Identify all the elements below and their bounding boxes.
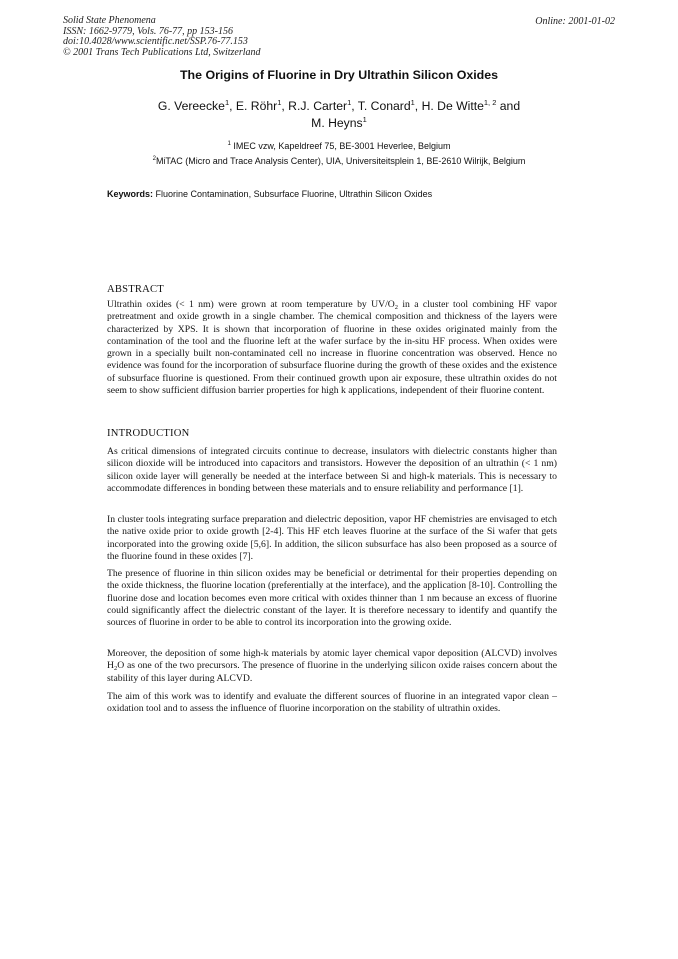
intro-paragraph-2: In cluster tools integrating surface preparation and dielectric deposition, vapor HF chemistries are envisaged to etch the native oxide prior to oxide growth [2-4]. This HF etch leaves fluorine at the surface of the Si wafer that gets incorporated into the growing oxide [5,6]. In addition, the silicon subsurface has also been proposed as a source of the fluorine found in these oxides [7]. <box>107 514 557 562</box>
author-affil-mark: 1 <box>362 115 367 124</box>
copyright-line: © 2001 Trans Tech Publications Ltd, Switzerland <box>63 46 261 58</box>
author-affil-mark: 1 <box>277 98 282 107</box>
author-list <box>110 98 568 132</box>
intro-paragraph-1: As critical dimensions of integrated circuits continue to decrease, insulators with dielectric constants higher than silicon dioxide will be introduced into capacitors and transistors. However the deposition of an ultrathin (< 1 nm) silicon oxide layer will generally be needed at the interface between Si and high-k materials. This is necessary to accommodate differences in bonding between these materials and to ensure reliability and performance [1]. <box>107 446 557 494</box>
affiliation-mark: 1 <box>227 141 231 147</box>
intro-paragraph-5: The aim of this work was to identify and evaluate the different sources of fluorine in an integrated vapor clean – oxidation tool and to assess the influence of fluorine incorporation on the stability of ultrathin oxides. <box>107 691 557 715</box>
author-name: G. Vereecke <box>157 99 225 113</box>
publication-info <box>63 16 261 58</box>
keywords <box>107 189 432 199</box>
affiliation-text: IMEC vzw, Kapeldreef 75, BE-3001 Heverlee, Belgium <box>233 141 451 151</box>
author-affil-mark: 1 <box>410 98 415 107</box>
abstract-paragraph: Ultrathin oxides (< 1 nm) were grown at room temperature by $UV/O_2$ in a cluster tool combining HF vapor pretreatment and oxide growth in a single chamber. The chemical composition and thickness of the layers were characterized by XPS. It is shown that incorporation of fluorine in these oxides originated mainly from the contamination of the tool and the fluorine left at the wafer surface by the in-situ HF process. When oxides were grown in a specially built non-contaminated cell no increase in fluorine concentration was observed. Hence no evidence was found for the incorporation of subsurface fluorine during the growth of these oxides and the existence of subsurface fluorine is questioned. From their continued growth upon air exposure, these ultrathin oxides do not seem to show sufficient diffusion barrier properties for high k applications, independent of their fluorine content. <box>107 299 558 397</box>
intro-paragraph-4: Moreover, the deposition of some high-k materials by atomic layer chemical vapor deposition (ALCVD) involves $H_2O$ as one of the two precursors. The presence of fluorine in the underlying silicon oxide raises concern about the stability of this layer during ALCVD. <box>107 648 557 684</box>
keywords-text: Fluorine Contamination, Subsurface Fluorine, Ultrathin Silicon Oxides <box>153 189 433 199</box>
journal-name: Solid State Phenomena <box>63 15 156 26</box>
keywords-label: Keywords: <box>107 189 154 199</box>
author-name: , R.J. Carter <box>281 99 348 113</box>
affiliation-text: MiTAC (Micro and Trace Analysis Center), UIA, Universiteitsplein 1, BE-2610 Wilrijk, Belgium <box>155 156 526 166</box>
paper-title: The Origins of Fluorine in Dry Ultrathin Silicon Oxides <box>179 68 499 82</box>
author-affil-mark: 1 <box>224 98 230 107</box>
affiliation-1 <box>0 141 678 151</box>
introduction-heading: INTRODUCTION <box>107 428 190 439</box>
abstract-heading: ABSTRACT <box>107 284 164 295</box>
author-name: , E. Röhr <box>229 99 278 113</box>
intro-paragraph-3: The presence of fluorine in thin silicon oxides may be beneficial or detrimental for their properties depending on the oxide thickness, the fluorine location (preferentially at the interface), and the application [8-10]. Controlling the fluorine dose and location becomes even more critical with oxides thinner than 1 nm because an excess of fluorine could significantly affect the dielectric constant of the layer. It is therefore necessary to identify and quantify the sources of fluorine in order to be able to control its incorporation into the growing oxide. <box>107 568 557 629</box>
affiliation-2 <box>0 156 678 166</box>
affiliation-mark: 2 <box>152 156 156 162</box>
author-affil-mark: 1, 2 <box>483 98 497 107</box>
issn-line: ISSN: 1662-9779, Vols. 76-77, pp 153-156 <box>63 25 233 37</box>
author-affil-mark: 1 <box>347 98 352 107</box>
author-name: , T. Conard <box>351 99 411 113</box>
doi-line: doi:10.4028/www.scientific.net/SSP.76-77.153 <box>63 36 248 47</box>
author-conjunction: and <box>496 99 521 113</box>
author-name: , H. De Witte <box>414 99 484 113</box>
online-date: Online: 2001-01-02 <box>535 16 615 27</box>
author-name: M. Heyns <box>311 116 363 130</box>
